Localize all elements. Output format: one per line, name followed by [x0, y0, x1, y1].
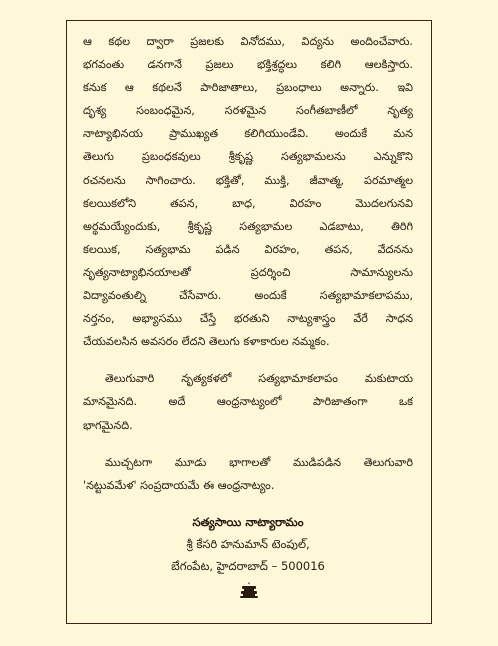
paragraph-1	[83, 30, 413, 353]
text-line: ఆ కథల ద్వారా ప్రజలకు వినోదము, విద్యను అందించేవారు.	[83, 35, 413, 48]
paragraph-2	[83, 367, 413, 436]
address-line-2: బేగంపేట, హైదరాబాద్ – 500016	[171, 558, 325, 573]
text-line: 'నట్టువమేళ' సంప్రదాయమే ఈ ఆంధ్రనాట్యం.	[83, 478, 275, 492]
text-line: తెలుగు ప్రబంధకవులు శ్రీకృష్ణ సత్యభామలను ఎన్నుకొని	[83, 150, 413, 164]
text-line: అర్థమయ్యేందుకు, శ్రీకృష్ణ సత్యభామల ఎడబాటు, తిరిగి	[83, 219, 413, 233]
text-line: నృత్యనాట్యాభినయాలతో ప్రదర్శించి సామాన్యులను	[83, 265, 413, 279]
text-line: చేయవలసిన అవసరం లేదని తెలుగు కళాకారుల నమ్మకం.	[83, 335, 330, 349]
paragraph-3	[83, 451, 413, 497]
lamp-ornament-icon	[238, 581, 260, 599]
address-line-1: శ్రీ కేసరి హనుమాన్ టెంపుల్,	[186, 536, 310, 551]
organization-name: సత్యసాయి నాట్యారామం	[192, 514, 304, 529]
text-line: విద్యావంతుల్ని చేసేవారు. అందుకే సత్యభామాకలాపము,	[83, 289, 413, 303]
text-line: దృశ్య సంబంధమైన, సరళమైన సంగీతబాణీలో నృత్య	[83, 104, 413, 118]
text-line: తెలుగువారి నృత్యకళలో సత్యభామాకలాపం మకుటాయ	[105, 372, 413, 386]
page-content	[83, 30, 413, 577]
text-line: భాగమైనది.	[83, 418, 133, 432]
text-line: నాట్యాభినయ ప్రాముఖ్యత కలిగియుండేవి. అందుకే మన	[83, 127, 413, 141]
text-line: భగవంతు డనగానే ప్రజలు భక్తిశ్రద్ధలు కలిగి ఆలకిస్తారు.	[83, 58, 413, 72]
text-line: మానమైనది. అదే ఆంధ్రనాట్యంలో పారిజాతంగా ఒక	[83, 395, 413, 409]
text-line: రచనలను సాగించారు. భక్తితో, ముక్తి, జీవాత్మ, పరమాత్మల	[83, 173, 413, 187]
text-line: కనుక ఆ కథలనే పారిజాతాలు, ప్రబంధాలు అన్నారు. ఇవి	[83, 81, 413, 95]
text-line: కలయిక, సత్యభామ పడిన విరహం, తపన, వేదనను	[83, 242, 413, 256]
signature-block	[83, 511, 413, 577]
text-line: కలయికలోని తపన, బాధ, విరహం మొదలగునవి	[83, 196, 413, 210]
text-line: ముచ్చటగా మూడు భాగాలతో ముడిపడిన తెలుగువారి	[105, 455, 413, 469]
text-line: నర్తనం, అభ్యాసము చేస్తే భరతుని నాట్యశాస్త్రం వేరే సాధన	[83, 312, 413, 326]
